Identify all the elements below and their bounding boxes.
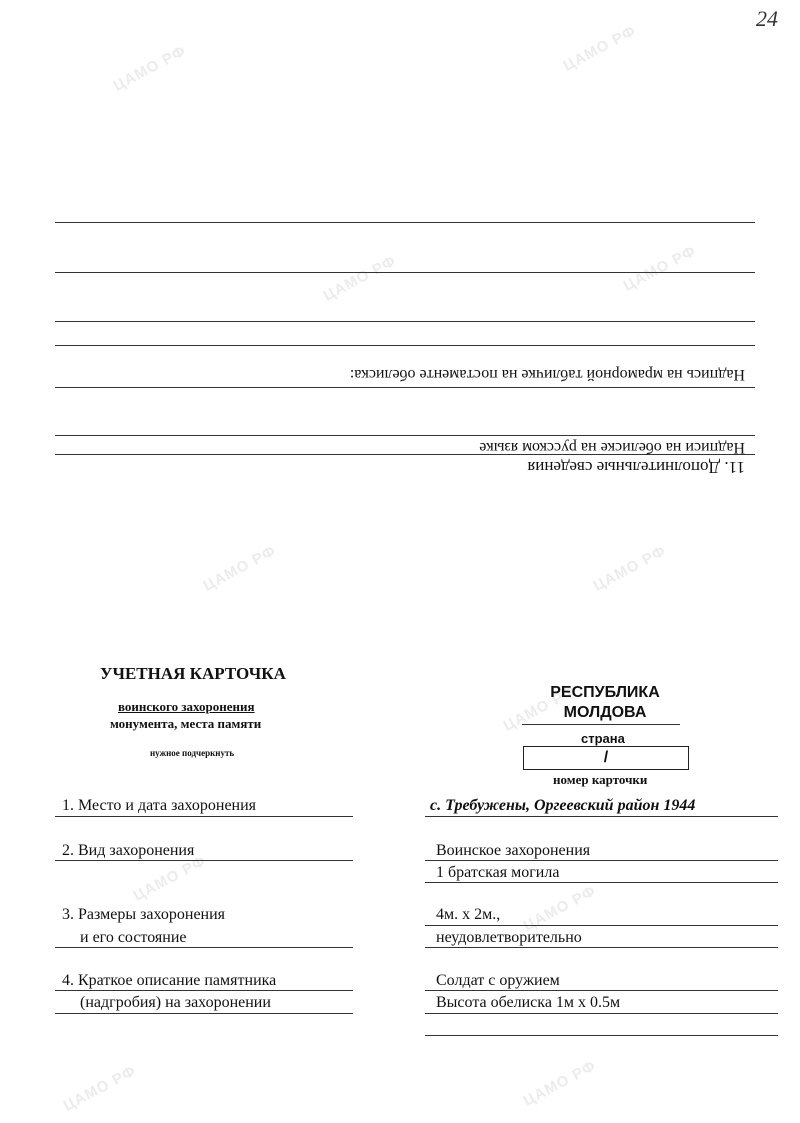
field-2-label: 2. Вид захоронения (62, 842, 195, 859)
country-line1: РЕСПУБЛИКА (550, 684, 660, 701)
field-1-value: с. Требужены, Оргеевский район 1944 (430, 797, 696, 814)
field-2-value-1: Воинское захоронения (436, 842, 591, 859)
field-3-value-1: 4м. х 2м., (436, 906, 501, 923)
field-2-value-2: 1 братская могила (436, 864, 560, 881)
ruled-line (55, 272, 755, 273)
field-4-value-2: Высота обелиска 1м х 0.5м (436, 994, 621, 1011)
field-4-value-line-2 (425, 1013, 778, 1014)
card-number-caption: номер карточки (553, 772, 648, 787)
field-3-label-1: 3. Размеры захоронения (62, 906, 226, 923)
watermark: ЦАМО РФ (130, 852, 210, 905)
watermark: ЦАМО РФ (500, 682, 580, 735)
watermark: ЦАМО РФ (520, 1057, 600, 1110)
watermark: ЦАМО РФ (590, 542, 670, 595)
field-2-value-line-2 (425, 882, 778, 883)
field-1-label: 1. Место и дата захоронения (62, 797, 257, 814)
country-underline (522, 724, 680, 725)
field-4-label-line-1 (55, 990, 353, 991)
page-number: 24 (756, 6, 778, 31)
watermark: ЦАМО РФ (110, 42, 190, 95)
ruled-line (55, 345, 755, 346)
field-2-label-line (55, 860, 353, 861)
watermark: ЦАМО РФ (200, 542, 280, 595)
field-4-value-line-1 (425, 990, 778, 991)
country-line2: МОЛДОВА (563, 704, 647, 721)
field-1-label-line (55, 816, 353, 817)
card-number: / (603, 749, 609, 766)
card-subtitle-monument: монумента, места памяти (110, 716, 262, 731)
inscription-obelisk-label: Надписи на обелиске на русском языке (479, 439, 745, 456)
underline-note: нужное подчеркнуть (150, 748, 235, 758)
watermark: ЦАМО РФ (560, 22, 640, 75)
field-3-value-2: неудовлетворительно (436, 929, 582, 946)
card-number-box (523, 746, 689, 770)
field-2-value-line-1 (425, 860, 778, 861)
field-3-label-line (55, 947, 353, 948)
watermark: ЦАМО РФ (620, 242, 700, 295)
additional-info-heading: 11. Дополнительные сведения (527, 458, 745, 477)
card-title: УЧЕТНАЯ КАРТОЧКА (100, 664, 286, 683)
watermark: ЦАМО РФ (60, 1062, 140, 1115)
field-1-value-line (425, 816, 778, 817)
field-3-value-line-1 (425, 925, 778, 926)
field-4-label-line-2 (55, 1013, 353, 1014)
card-subtitle-burial: воинского захоронения (118, 699, 255, 714)
watermark: ЦАМО РФ (520, 882, 600, 935)
ruled-line (55, 222, 755, 223)
field-4-label-2: (надгробия) на захоронении (80, 994, 271, 1011)
watermark: ЦАМО РФ (320, 252, 400, 305)
inscription-plaque-label: Надпись на мраморной табличке на постаменте обелиска: (349, 366, 745, 383)
field-3-label-2: и его состояние (80, 929, 187, 946)
field-4-label-1: 4. Краткое описание памятника (62, 972, 277, 989)
field-4-value-1: Солдат с оружием (436, 972, 560, 989)
ruled-line (55, 387, 755, 388)
field-3-value-line-2 (425, 947, 778, 948)
reverse-section (0, 0, 800, 500)
field-4-value-line-3 (425, 1035, 778, 1036)
ruled-line (55, 435, 755, 436)
country-caption: страна (581, 731, 625, 746)
ruled-line (55, 321, 755, 322)
